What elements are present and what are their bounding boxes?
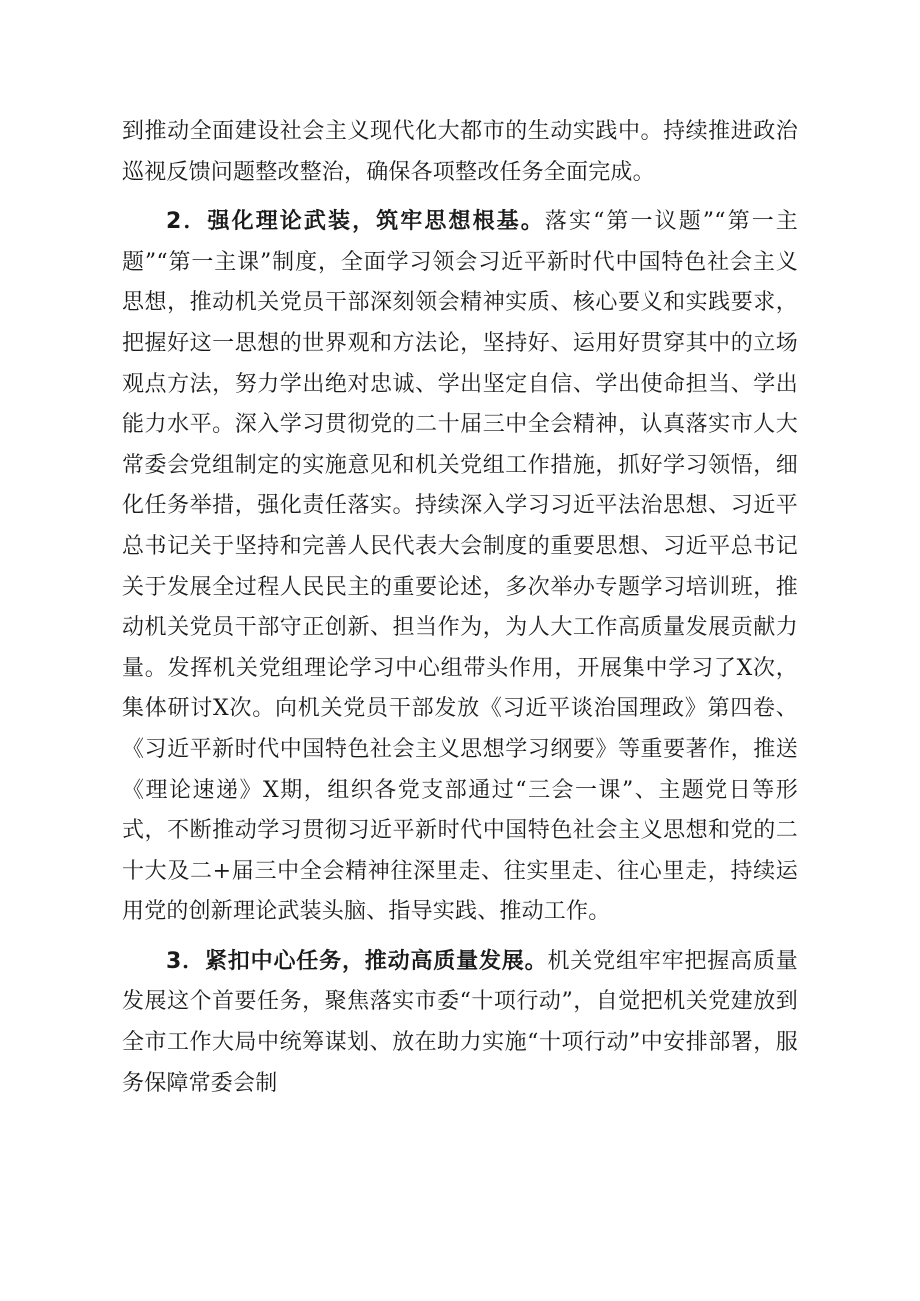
- paragraph-body-text: 落实“第一议题”“第一主题”“第一主课”制度，全面学习领会习近平新时代中国特色社会主义思想，推动机关党员干部深刻领会精神实质、核心要义和实践要求，把握好这一思想的世界观和方法论，坚持好、运用好贯穿其中的立场观点方法，努力学出绝对忠诚、学出坚定自信、学出使命担当、学出能力水平。深入学习贯彻党的二十届三中全会精神，认真落实市人大常委会党组制定的实施意见和机关党组工作措施，抓好学习领悟，细化任务举措，强化责任落实。持续深入学习习近平法治思想、习近平总书记关于坚持和完善人民代表大会制度的重要思想、习近平总书记关于发展全过程人民民主的重要论述，多次举办专题学习培训班，推动机关党员干部守正创新、担当作为，为人大工作高质量发展贡献力量。发挥机关党组理论学习中心组带头作用，开展集中学习了X次，集体研讨X次。向机关党员干部发放《习近平谈治国理政》第四卷、《习近平新时代中国特色社会主义思想学习纲要》等重要著作，推送《理论速递》X期，组织各党支部通过“三会一课”、主题党日等形式，不断推动学习贯彻习近平新时代中国特色社会主义思想和党的二十大及二+届三中全会精神往深里走、往实里走、往心里走，持续运用党的创新理论武装头脑、指导实践、推动工作。: [122, 209, 798, 925]
- section-heading: 3．紧扣中心任务，推动高质量发展。: [166, 948, 548, 974]
- paragraph-continuation: [122, 112, 798, 193]
- section-heading: 2．强化理论武装，筑牢思想根基。: [166, 209, 545, 235]
- paragraph-body-text: 到推动全面建设社会主义现代化大都市的生动实践中。持续推进政治巡视反馈问题整改整治，确保各项整改任务全面完成。: [122, 119, 798, 185]
- paragraph-section-3: [122, 942, 798, 1104]
- paragraph-section-2: [122, 202, 798, 933]
- paragraph-body-text: 机关党组牢牢把握高质量发展这个首要任务，聚焦落实市委“十项行动”，自觉把机关党建放到全市工作大局中统筹谋划、放在助力实施“十项行动”中安排部署，服务保障常委会制: [122, 948, 798, 1096]
- document-body: [122, 112, 798, 1113]
